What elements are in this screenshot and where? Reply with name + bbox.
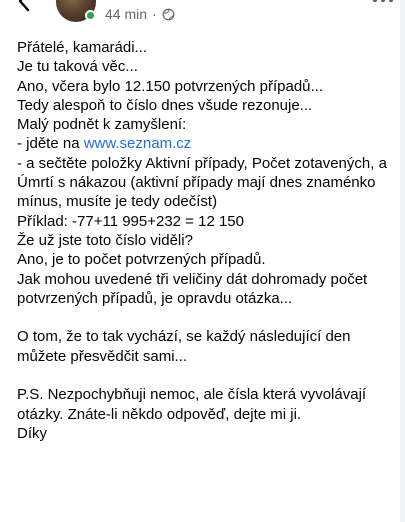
- post-line: Příklad: -77+11 995+232 = 12 150: [17, 212, 244, 230]
- globe-icon: [162, 8, 175, 21]
- back-arrow-icon[interactable]: [14, 0, 36, 12]
- post-line: Jak mohou uvedené tři veličiny dát dohromady počet potvrzených případů, je opravdu otázka...: [17, 270, 368, 307]
- post-line: - a sečtěte položky Aktivní případy, Počet zotavených, a Úmrtí s nákazou (aktivní případy mají dnes znaménko mínus, musíte je tedy odečíst): [17, 154, 387, 211]
- post-line: Malý podnět k zamyšlení:: [17, 116, 187, 134]
- post-line: O tom, že to tak vychází, se každý následující den můžete přesvědčit sami...: [17, 328, 351, 365]
- scrollbar[interactable]: [400, 0, 405, 522]
- post-line: Tedy alespoň to číslo dnes všude rezonuje...: [17, 96, 313, 114]
- post-header: [0, 0, 405, 32]
- link-prefix: - jděte na: [17, 135, 84, 153]
- post-line: P.S. Nezpochybňuji nemoc, ale čísla která vyvolávají otázky. Znáte-li někdo odpověď, dejte mi ji.: [17, 386, 367, 423]
- more-dots-icon[interactable]: [371, 0, 395, 6]
- post-line: Že už jste toto číslo viděli?: [17, 231, 193, 249]
- post-line: Přátelé, kamarádi...: [17, 39, 148, 56]
- post-timestamp[interactable]: 44 min: [105, 6, 148, 22]
- online-status-dot: [85, 10, 96, 21]
- post-text: [17, 38, 392, 443]
- post-line: Díky: [17, 424, 47, 442]
- post-line: Ano, včera bylo 12.150 potvrzených případů...: [17, 77, 324, 95]
- paragraph-gap: [17, 366, 392, 385]
- paragraph-gap: [17, 308, 392, 327]
- post-line: Je tu taková věc...: [17, 58, 138, 76]
- seznam-link[interactable]: www.seznam.cz: [83, 135, 192, 153]
- post-line: Ano, je to počet potvrzených případů.: [17, 251, 266, 269]
- post-meta: [105, 6, 175, 22]
- meta-separator: ·: [152, 6, 157, 22]
- post-line: [17, 134, 392, 153]
